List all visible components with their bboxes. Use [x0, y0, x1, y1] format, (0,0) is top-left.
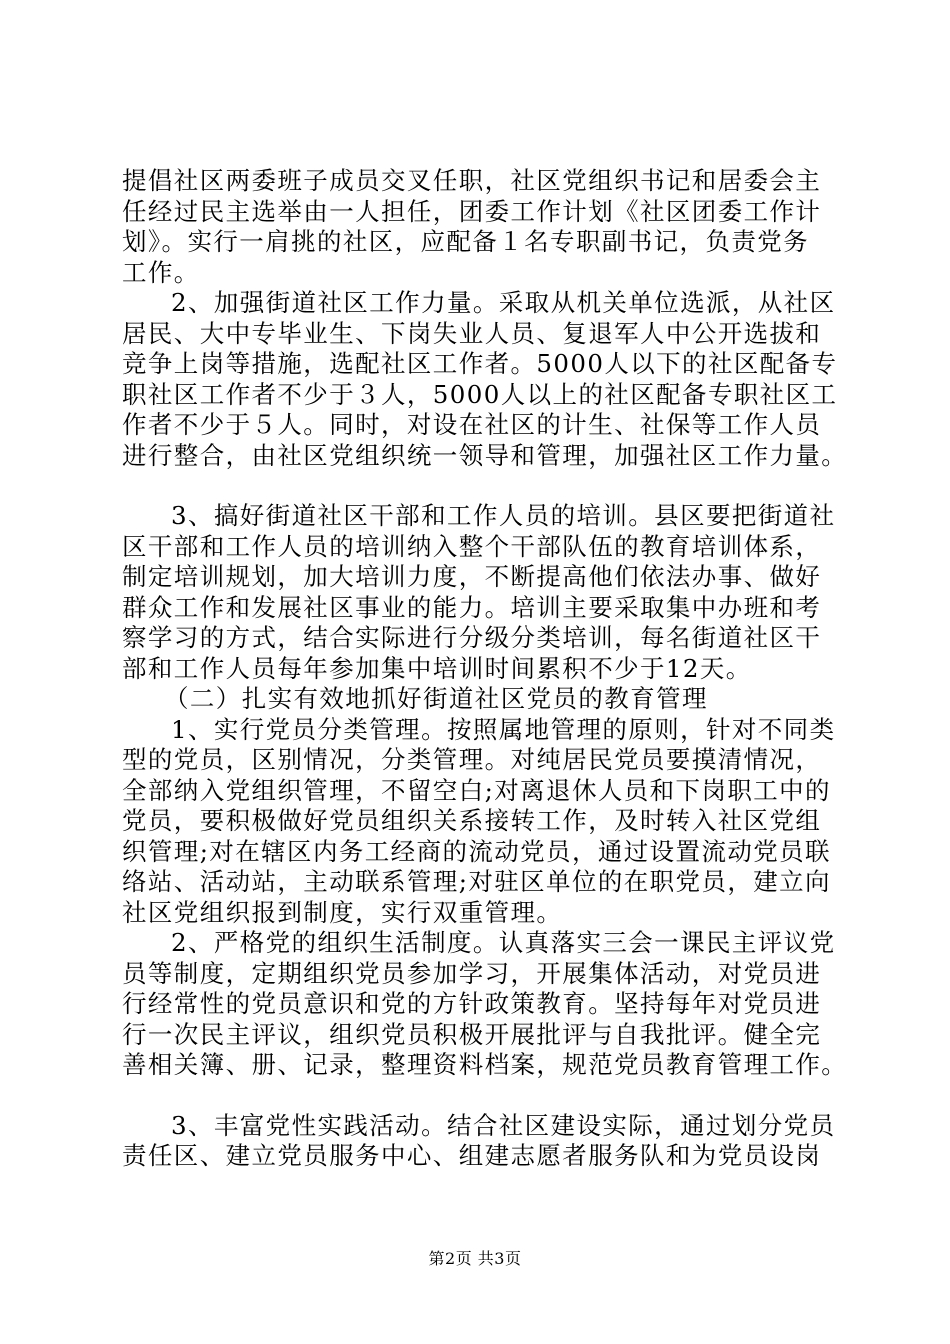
- text-line: 员等制度，定期组织党员参加学习，开展集体活动，对党员进: [122, 958, 822, 988]
- text-line: 织管理;对在辖区内务工经商的流动党员，通过设置流动党员联: [122, 836, 831, 866]
- text-line: 责任区、建立党员服务中心、组建志愿者服务队和为党员设岗: [122, 1141, 822, 1170]
- text-line: 党员，要积极做好党员组织关系接转工作，及时转入社区党组: [122, 806, 822, 835]
- paragraph-4: [122, 715, 834, 929]
- text-line: 1、实行党员分类管理。按照属地管理的原则，针对不同类: [171, 714, 836, 744]
- text-line: 工作。: [122, 257, 200, 287]
- section-heading: （二）扎实有效地抓好街道社区党员的教育管理: [164, 684, 708, 713]
- page-number: 第2页 共3页: [428, 1249, 522, 1268]
- document-body: [122, 166, 848, 1172]
- text-line: 型的党员，区别情况，分类管理。对纯居民党员要摸清情况，: [122, 745, 822, 774]
- text-line: 制定培训规划，加大培训力度，不断提高他们依法办事、做好: [122, 562, 822, 591]
- text-line: 行一次民主评议，组织党员积极开展批评与自我批评。健全完: [122, 1019, 822, 1049]
- text-line: 区干部和工作人员的培训纳入整个干部队伍的教育培训体系，: [122, 531, 822, 561]
- paragraph-3: [122, 501, 834, 684]
- text-line: 职社区工作者不少于３人，5000人以上的社区配备专职社区工: [122, 379, 838, 409]
- text-line: 部和工作人员每年参加集中培训时间累积不少于12天。: [122, 653, 752, 683]
- text-line: 提倡社区两委班子成员交叉任职，社区党组织书记和居委会主: [122, 166, 822, 195]
- text-line: 3、丰富党性实践活动。结合社区建设实际，通过划分党员: [171, 1110, 836, 1140]
- text-line: 划》。实行一肩挑的社区，应配备１名专职副书记，负责党务: [122, 227, 810, 256]
- paragraph-6: [122, 1111, 834, 1172]
- paragraph-2: [122, 288, 848, 471]
- text-line: 竞争上岗等措施，选配社区工作者。5000人以下的社区配备专: [122, 349, 838, 378]
- text-line: 2、严格党的组织生活制度。认真落实三会一课民主评议党: [171, 928, 836, 957]
- text-line: 全部纳入党组织管理，不留空白;对离退休人员和下岗职工中的: [122, 775, 831, 805]
- paragraph-1: [122, 166, 834, 288]
- text-line: 善相关簿、册、记录，整理资料档案，规范党员教育管理工作。: [122, 1050, 848, 1079]
- text-line: 进行整合，由社区党组织统一领导和管理，加强社区工作力量。: [122, 440, 848, 470]
- text-line: 2、加强街道社区工作力量。采取从机关单位选派，从社区: [171, 288, 836, 317]
- text-line: 行经常性的党员意识和党的方针政策教育。坚持每年对党员进: [122, 989, 822, 1018]
- paragraph-gap: [122, 471, 834, 501]
- text-line: 居民、大中专毕业生、下岗失业人员、复退军人中公开选拔和: [122, 318, 822, 348]
- text-line: 络站、活动站，主动联系管理;对驻区单位的在职党员，建立向: [122, 867, 831, 896]
- text-line: 3、搞好街道社区干部和工作人员的培训。县区要把街道社: [171, 501, 836, 530]
- text-line: 社区党组织报到制度，实行双重管理。: [122, 897, 563, 927]
- text-line: 任经过民主选举由一人担任，团委工作计划《社区团委工作计: [122, 196, 822, 226]
- paragraph-gap: [122, 1081, 834, 1111]
- text-line: 群众工作和发展社区事业的能力。培训主要采取集中办班和考: [122, 592, 822, 622]
- text-line: 作者不少于５人。同时，对设在社区的计生、社保等工作人员: [122, 410, 822, 439]
- text-line: 察学习的方式，结合实际进行分级分类培训，每名街道社区干: [122, 623, 822, 652]
- paragraph-5: [122, 928, 848, 1081]
